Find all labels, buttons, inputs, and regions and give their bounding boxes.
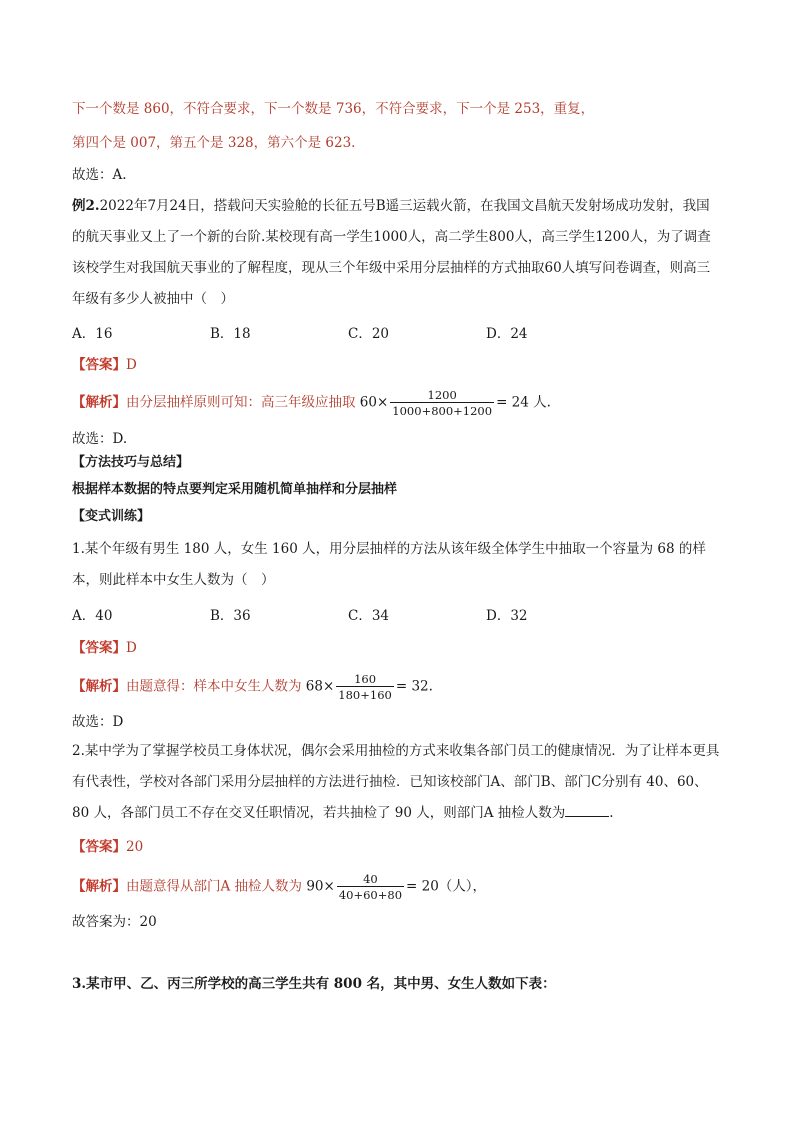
- analysis-multiplier: 90×: [306, 878, 335, 895]
- example-2-conclusion: 故选：D.: [72, 431, 128, 447]
- answer-value: D: [126, 640, 137, 656]
- analysis-tag: 【解析】: [72, 394, 126, 411]
- variant-q2-answer: [72, 837, 143, 857]
- analysis-tag: 【解析】: [72, 878, 126, 895]
- variant-q1-answer: [72, 638, 137, 658]
- fraction: [336, 672, 394, 702]
- option-d: D．32: [486, 608, 528, 624]
- option-c: C．34: [348, 608, 390, 624]
- analysis-result: = 32.: [395, 678, 433, 695]
- option-a: A．40: [72, 608, 113, 624]
- solution-line-1: 下一个数是 860，不符合要求，下一个数是 736，不符合要求，下一个是 253，重复，: [72, 101, 595, 117]
- example-2-options: [72, 324, 624, 344]
- solution-line-2: 第四个是 007，第五个是 328，第六个是 623.: [72, 135, 356, 151]
- fraction: [337, 872, 404, 902]
- analysis-multiplier: 60×: [359, 394, 389, 411]
- analysis-text: 由题意得从部门A 抽检人数为: [126, 878, 303, 895]
- variant-q2-conclusion: 故答案为：20: [72, 914, 157, 930]
- example-2-label: 例2.: [72, 198, 100, 214]
- fraction: [390, 388, 494, 418]
- variant-q2: [72, 736, 720, 829]
- method-heading: 【方法技巧与总结】: [72, 455, 190, 470]
- answer-tag: 【答案】: [72, 357, 126, 373]
- analysis-result: = 24 人.: [496, 394, 551, 411]
- answer-tag: 【答案】: [72, 839, 126, 855]
- variant-q1-analysis: [72, 672, 433, 702]
- fraction-numerator: 160: [354, 672, 377, 686]
- variant-q3: [72, 974, 556, 994]
- variant-q2-analysis: [72, 872, 486, 902]
- fraction-denominator: 1000+800+1200: [392, 404, 493, 418]
- answer-value: D: [126, 357, 137, 373]
- option-a: A．16: [72, 326, 113, 342]
- analysis-text: 由题意得：样本中女生人数为: [126, 678, 302, 695]
- variant-q3-text: 3.某市甲、乙、丙三所学校的高三学生共有 800 名，其中男、女生人数如下表：: [72, 976, 556, 992]
- analysis-text: 由分层抽样原则可知：高三年级应抽取: [126, 394, 356, 411]
- analysis-result: = 20（人），: [406, 878, 487, 895]
- solution-conclusion: 故选：A.: [72, 167, 127, 183]
- example-2-analysis: [72, 388, 551, 418]
- answer-blank: [565, 802, 609, 817]
- option-c: C．20: [348, 326, 390, 342]
- fraction-denominator: 40+60+80: [338, 888, 403, 902]
- variant-q2-text: 2.某中学为了掌握学校员工身体状况，偶尔会采用抽检的方式来收集各部门员工的健康情况．为了让样本更具有代表性，学校对各部门采用分层抽样的方法进行抽检．已知该校部门A、部门B、部门C分别有 40、60、80 人，各部门员工不存在交叉任职情况，若共抽检了 90 人，则部门A 抽检人数为: [72, 743, 720, 821]
- answer-tag: 【答案】: [72, 640, 126, 656]
- fraction-numerator: 40: [363, 872, 378, 886]
- method-text: 根据样本数据的特点要判定采用随机简单抽样和分层抽样: [72, 482, 398, 497]
- fraction-denominator: 180+160: [338, 688, 392, 702]
- variant-heading: 【变式训练】: [72, 509, 151, 524]
- example-2-question: [72, 191, 720, 315]
- example-2-text: 2022年7月24日，搭载问天实验舱的长征五号B遥三运载火箭，在我国文昌航天发射场成功发射，我国的航天事业又上了一个新的台阶.某校现有高一学生1000人，高二学生800人，高三学生1200人，为了调查该校学生对我国航天事业的了解程度，现从三个年级中采用分层抽样的方式抽取60人填写问卷调查，则高三年级有多少人被抽中（ ）: [72, 198, 711, 307]
- option-d: D．24: [486, 326, 528, 342]
- variant-q2-text-end: .: [609, 805, 614, 821]
- variant-q1-options: [72, 606, 624, 626]
- analysis-multiplier: 68×: [305, 678, 335, 695]
- option-b: B．18: [210, 326, 251, 342]
- example-2-answer: [72, 355, 137, 375]
- fraction-numerator: 1200: [427, 388, 457, 402]
- answer-value: 20: [126, 839, 144, 855]
- variant-q1-conclusion: 故选：D: [72, 714, 124, 730]
- variant-q1: 1.某个年级有男生 180 人，女生 160 人，用分层抽样的方法从该年级全体学生中抽取一个容量为 68 的样本，则此样本中女生人数为（ ）: [72, 541, 706, 588]
- analysis-tag: 【解析】: [72, 678, 126, 695]
- option-b: B．36: [210, 608, 251, 624]
